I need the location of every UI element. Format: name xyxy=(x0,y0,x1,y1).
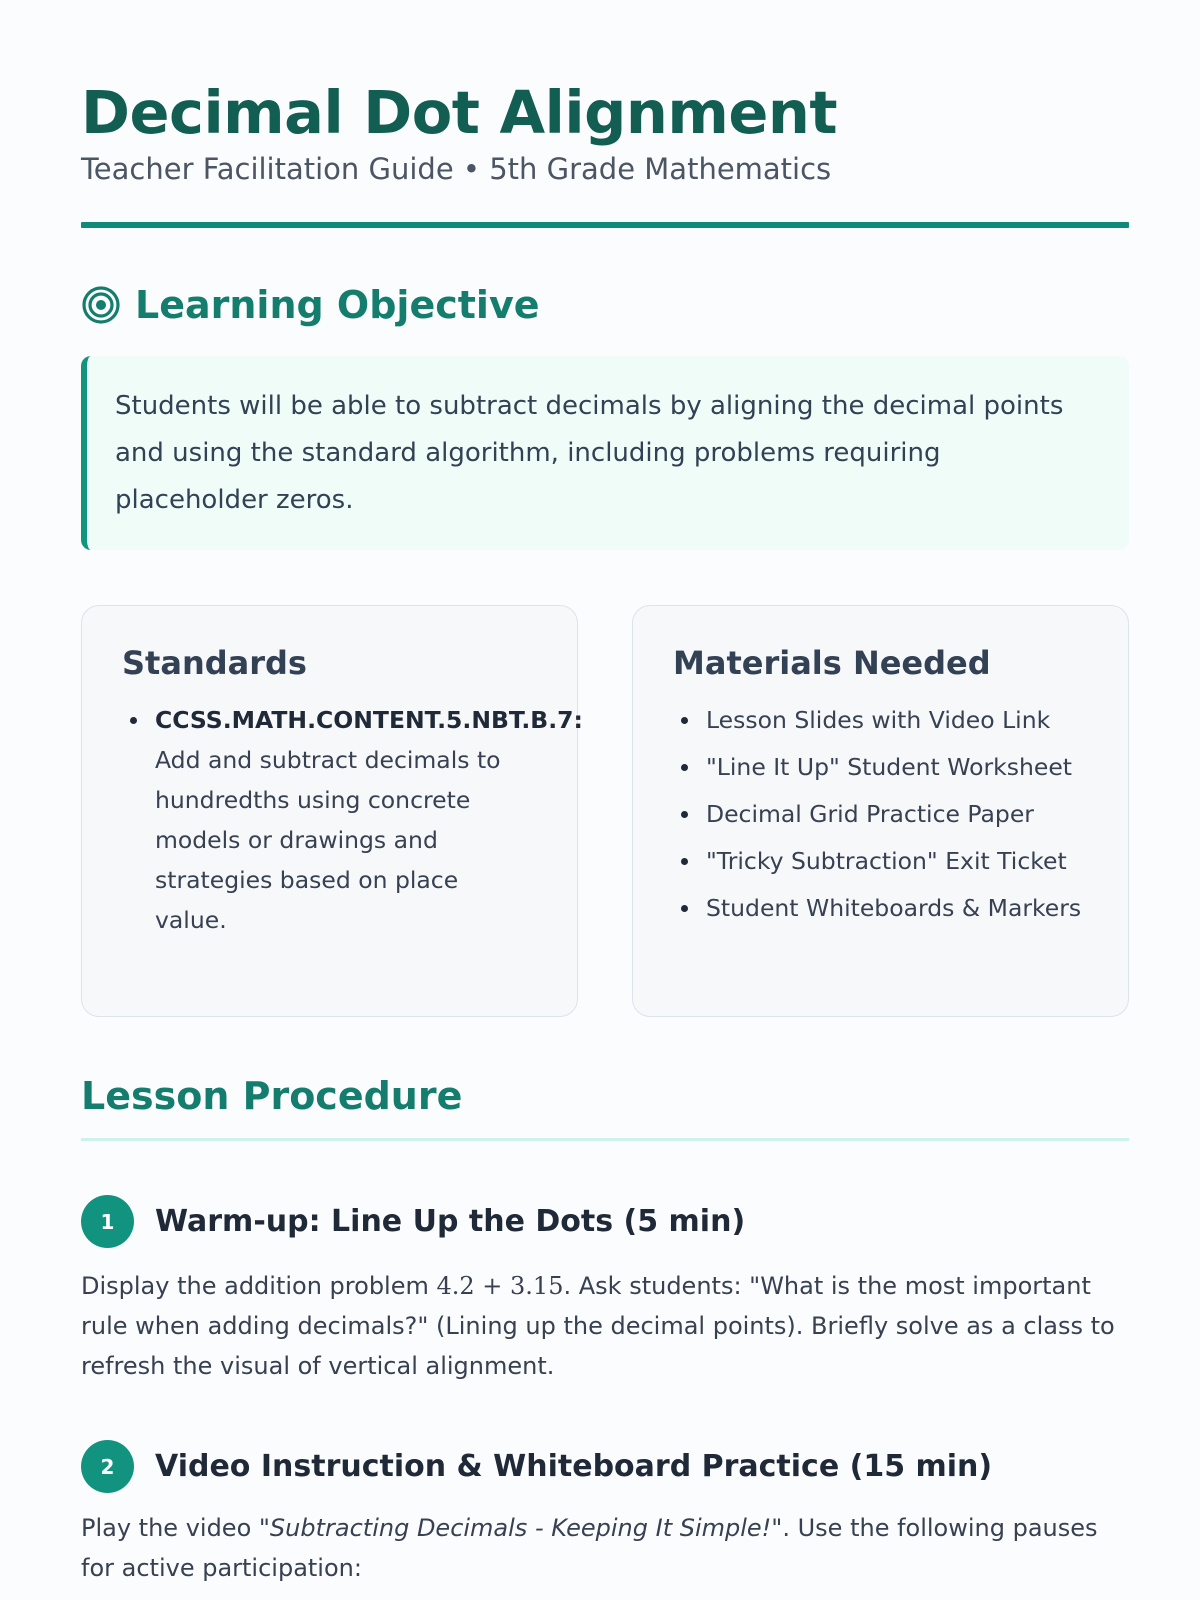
step-2-description xyxy=(81,1508,1129,1588)
standards-list-item xyxy=(122,700,583,940)
step-title: Video Instruction & Whiteboard Practice (15 min) xyxy=(155,1449,993,1484)
learning-objective-heading xyxy=(81,283,540,327)
materials-list-item: "Tricky Subtraction" Exit Ticket xyxy=(673,841,1088,881)
page-subtitle: Teacher Facilitation Guide • 5th Grade Mathematics xyxy=(81,152,832,186)
step-title: Warm-up: Line Up the Dots (5 min) xyxy=(155,1204,746,1239)
target-icon xyxy=(81,285,121,325)
lesson-procedure-heading: Lesson Procedure xyxy=(81,1074,463,1118)
standard-description: Add and subtract decimals to hundredths using concrete models or drawings and strategies based on place value. xyxy=(155,746,501,934)
step-text: Play the video xyxy=(81,1514,259,1542)
video-title: "Subtracting Decimals - Keeping It Simple!" xyxy=(258,1514,783,1542)
page-title: Decimal Dot Alignment xyxy=(81,78,838,147)
math-expression: 4.2 + 3.15 xyxy=(436,1272,564,1300)
standards-heading: Standards xyxy=(122,644,307,682)
standard-code: CCSS.MATH.CONTENT.5.NBT.B.7: xyxy=(155,706,583,734)
step-1-description xyxy=(81,1266,1129,1386)
learning-objective-text: Students will be able to subtract decimals by aligning the decimal points and using the standard algorithm, including problems requiring placeholder zeros. xyxy=(115,391,1064,515)
step-2-header xyxy=(81,1440,992,1493)
step-number-badge: 1 xyxy=(81,1195,134,1248)
materials-list-item: Decimal Grid Practice Paper xyxy=(673,794,1088,834)
step-text: . Ask students: "What is the most important rule when adding decimals?" (Lining up the decimal points). Briefly solve as a class to refresh the visual of vertical alignment. xyxy=(81,1272,1115,1380)
step-text: Display the addition problem xyxy=(81,1272,437,1300)
learning-objective-heading-text: Learning Objective xyxy=(135,283,540,327)
step-text: . Use the following pauses for active participation: xyxy=(81,1514,1098,1582)
materials-heading: Materials Needed xyxy=(673,644,991,682)
title-divider xyxy=(81,222,1129,228)
standards-list xyxy=(122,700,583,940)
materials-list xyxy=(673,700,1088,928)
procedure-divider xyxy=(81,1138,1129,1141)
standards-card xyxy=(81,605,583,1017)
materials-card xyxy=(632,605,1129,1017)
materials-list-item: Lesson Slides with Video Link xyxy=(673,700,1088,740)
step-1-header xyxy=(81,1195,745,1248)
learning-objective-box xyxy=(81,356,1129,550)
step-number-badge: 2 xyxy=(81,1440,134,1493)
materials-list-item: "Line It Up" Student Worksheet xyxy=(673,747,1088,787)
materials-list-item: Student Whiteboards & Markers xyxy=(673,888,1088,928)
